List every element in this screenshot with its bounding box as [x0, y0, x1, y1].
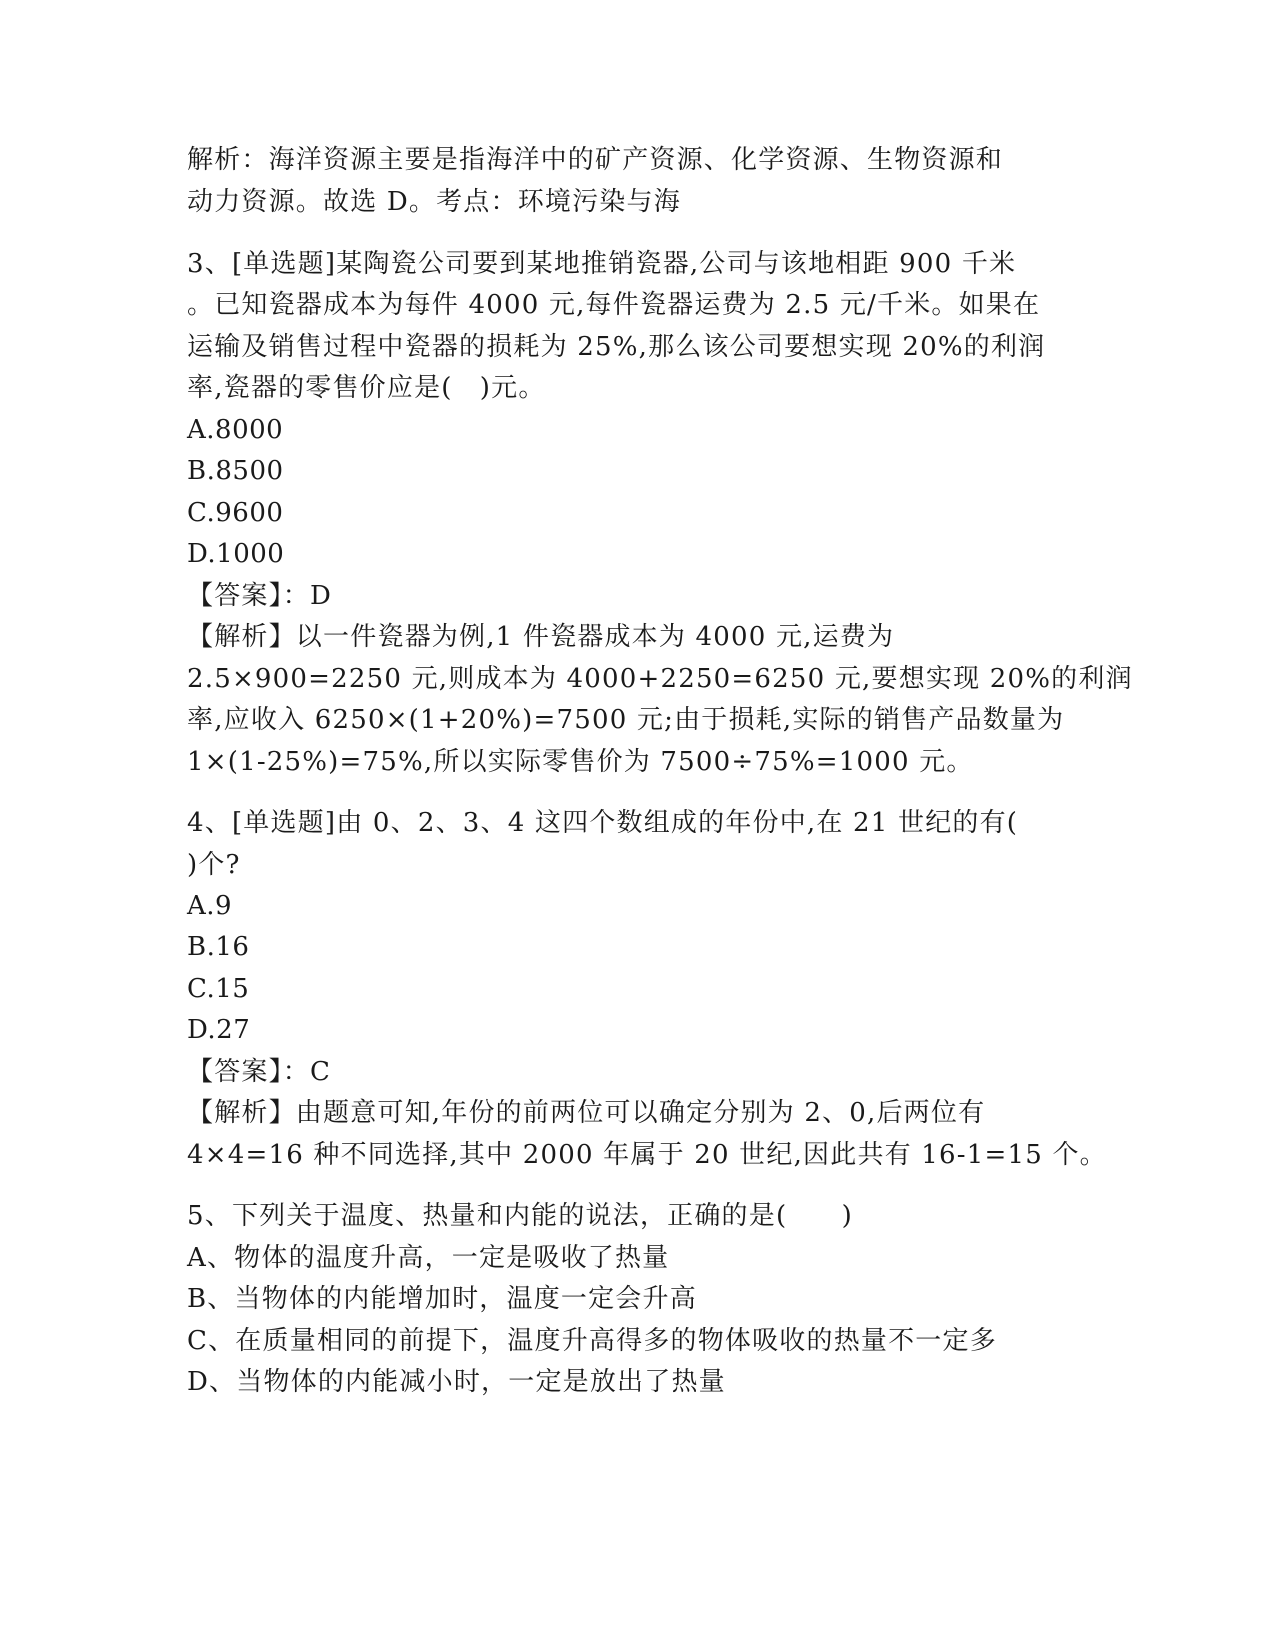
q3-option-d: D.1000	[187, 539, 285, 569]
q3-option-c: C.9600	[187, 498, 284, 528]
q4-stem-line: )个?	[187, 850, 241, 880]
q3-explanation-line: 2.5×900=2250 元,则成本为 4000+2250=6250 元,要想实现 20%的利润	[187, 664, 1133, 694]
q3-option-b: B.8500	[187, 456, 284, 486]
q3-stem-line: 运输及销售过程中瓷器的损耗为 25%,那么该公司要想实现 20%的利润	[187, 332, 1046, 362]
q4-option-d: D.27	[187, 1015, 251, 1045]
q3-option-a: A.8000	[187, 415, 284, 445]
q5-option-d: D、当物体的内能减小时，一定是放出了热量	[187, 1367, 726, 1397]
q3-explanation-line: 1×(1-25%)=75%,所以实际零售价为 7500÷75%=1000 元。	[187, 747, 974, 777]
q5-option-c: C、在质量相同的前提下，温度升高得多的物体吸收的热量不一定多	[187, 1326, 997, 1356]
q4-option-c: C.15	[187, 974, 250, 1004]
q3-answer: 【答案】：D	[187, 581, 333, 611]
q4-stem-line: 4、[单选题]由 0、2、3、4 这四个数组成的年份中,在 21 世纪的有(	[187, 808, 1019, 838]
q3-explanation-line: 率,应收入 6250×(1+20%)=7500 元;由于损耗,实际的销售产品数量为	[187, 705, 1065, 735]
q4-explanation-line: 【解析】由题意可知,年份的前两位可以确定分别为 2、0,后两位有	[187, 1098, 986, 1128]
q4-answer: 【答案】：C	[187, 1057, 332, 1087]
q3-stem-line: 3、[单选题]某陶瓷公司要到某地推销瓷器,公司与该地相距 900 千米	[187, 249, 1017, 279]
q3-explanation-line: 【解析】以一件瓷器为例,1 件瓷器成本为 4000 元,运费为	[187, 622, 895, 652]
q3-stem-line: 。已知瓷器成本为每件 4000 元,每件瓷器运费为 2.5 元/千米。如果在	[187, 290, 1041, 320]
q2-explanation-line: 动力资源。故选 D。考点：环境污染与海	[187, 187, 681, 217]
q4-option-b: B.16	[187, 932, 250, 962]
q5-option-b: B、当物体的内能增加时，温度一定会升高	[187, 1284, 697, 1314]
q2-explanation-line: 解析：海洋资源主要是指海洋中的矿产资源、化学资源、生物资源和	[187, 145, 1004, 175]
q5-option-a: A、物体的温度升高，一定是吸收了热量	[187, 1243, 670, 1273]
q4-option-a: A.9	[187, 891, 233, 921]
q3-stem-line: 率,瓷器的零售价应是( )元。	[187, 373, 546, 403]
q4-explanation-line: 4×4=16 种不同选择,其中 2000 年属于 20 世纪,因此共有 16-1=15 个。	[187, 1140, 1107, 1170]
q5-stem: 5、下列关于温度、热量和内能的说法，正确的是( )	[187, 1201, 854, 1231]
